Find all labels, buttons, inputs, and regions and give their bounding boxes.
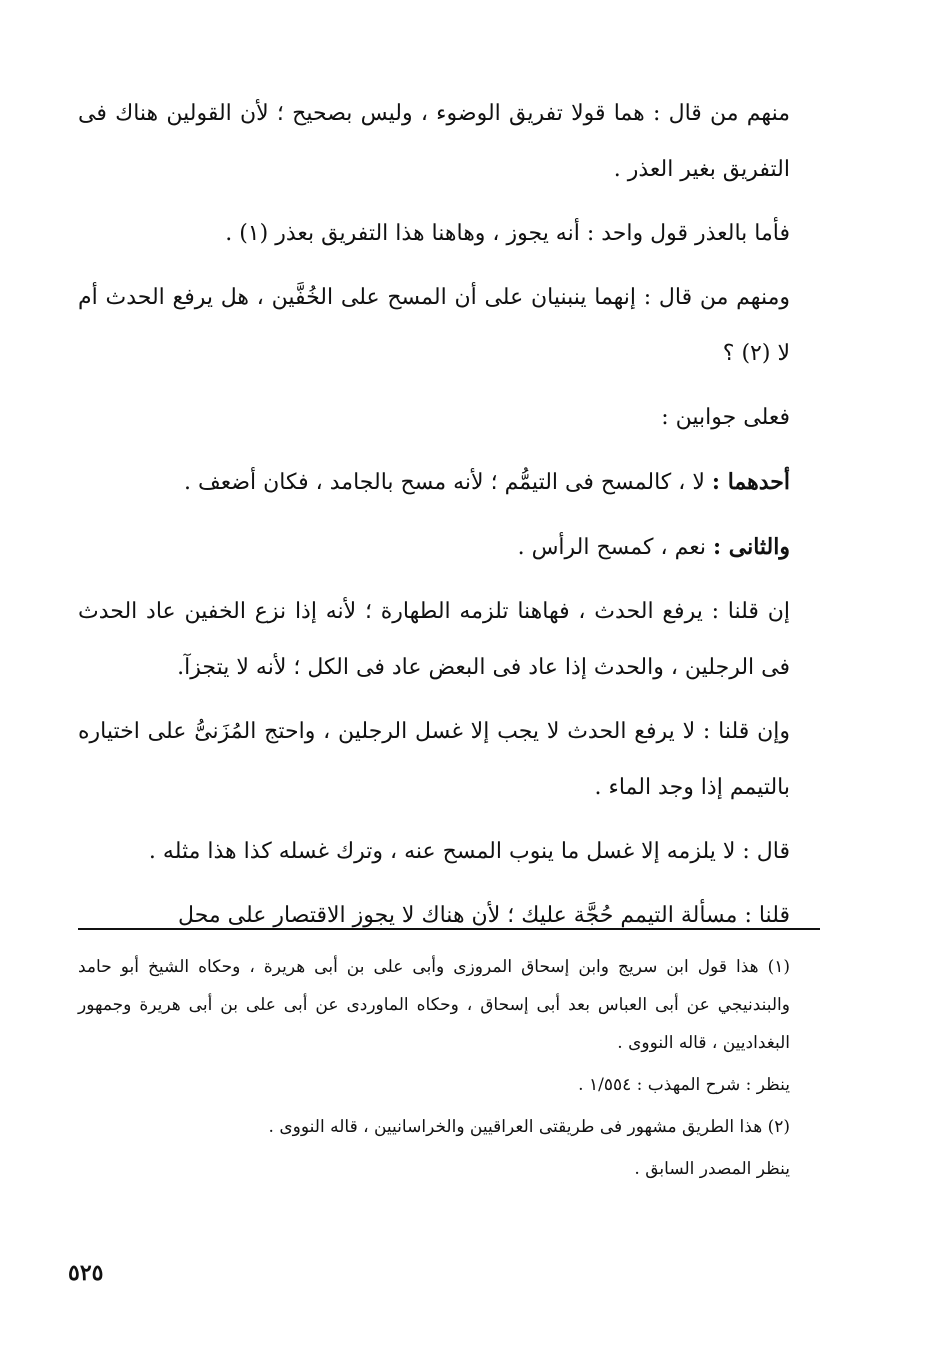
paragraph-10: قلنا : مسألة التيمم حُجَّة عليك ؛ لأن هناك لا يجوز الاقتصار على محل xyxy=(178,903,790,928)
paragraph-7: إن قلنا : يرفع الحدث ، فهاهنا تلزمه الطهارة ؛ لأنه إذا نزع الخفين عاد الحدث فى الرجلين ، والحدث إذا عاد فى البعض عاد فى الكل ؛ لأنه لا يتجزآ. xyxy=(78,599,790,680)
paragraph-6-text: نعم ، كمسح الرأس . xyxy=(517,535,706,560)
paragraph-9: قال : لا يلزمه إلا غسل ما ينوب المسح عنه ، وترك غسله كذا هذا مثله . xyxy=(148,839,790,864)
paragraph-6-lead: والثانى : xyxy=(712,534,790,560)
paragraph-4: فعلى جوابين : xyxy=(661,405,790,430)
footnote-2-reference: ينظر المصدر السابق . xyxy=(634,1159,790,1179)
footnote-1-reference: ينظر : شرح المهذب : ١/٥٥٤ . xyxy=(578,1075,790,1095)
paragraph-3: ومنهم من قال : إنهما ينبنيان على أن المسح على الخُفَّين ، هل يرفع الحدث أم لا (٢) ؟ xyxy=(78,285,790,366)
paragraph-5 xyxy=(78,454,820,511)
footnote-1: (١) هذا قول ابن سريج وابن إسحاق المروزى وأبى على بن أبى هريرة ، وحكاه الشيخ أبو حامد والبندنيجي عن أبى العباس بعد أبى إسحاق ، وحكاه الماوردى عن أبى على بن أبى هريرة وجمهور البغداديين ، قاله النووى . xyxy=(78,957,790,1053)
main-text xyxy=(78,86,820,952)
paragraph-5-text: لا ، كالمسح فى التيمُّم ؛ لأنه مسح بالجامد ، فكان أضعف . xyxy=(183,470,705,495)
paragraph-8: وإن قلنا : لا يرفع الحدث لا يجب إلا غسل الرجلين ، واحتج المُزَنىُّ على اختياره بالتيمم إذا وجد الماء . xyxy=(78,719,790,800)
footnote-divider xyxy=(78,928,820,930)
paragraph-5-lead: أحدهما : xyxy=(711,469,790,495)
footnotes xyxy=(78,948,820,1192)
page-number: ٥٢٥ xyxy=(68,1260,104,1286)
footnote-2: (٢) هذا الطريق مشهور فى طريقتى العراقيين والخراسانيين ، قاله النووى . xyxy=(268,1117,790,1137)
paragraph-1: منهم من قال : هما قولا تفريق الوضوء ، وليس بصحيح ؛ لأن القولين هناك فى التفريق بغير العذر . xyxy=(78,101,791,182)
paragraph-6 xyxy=(78,519,820,576)
paragraph-2: فأما بالعذر قول واحد : أنه يجوز ، وهاهنا هذا التفريق بعذر (١) . xyxy=(225,221,790,246)
